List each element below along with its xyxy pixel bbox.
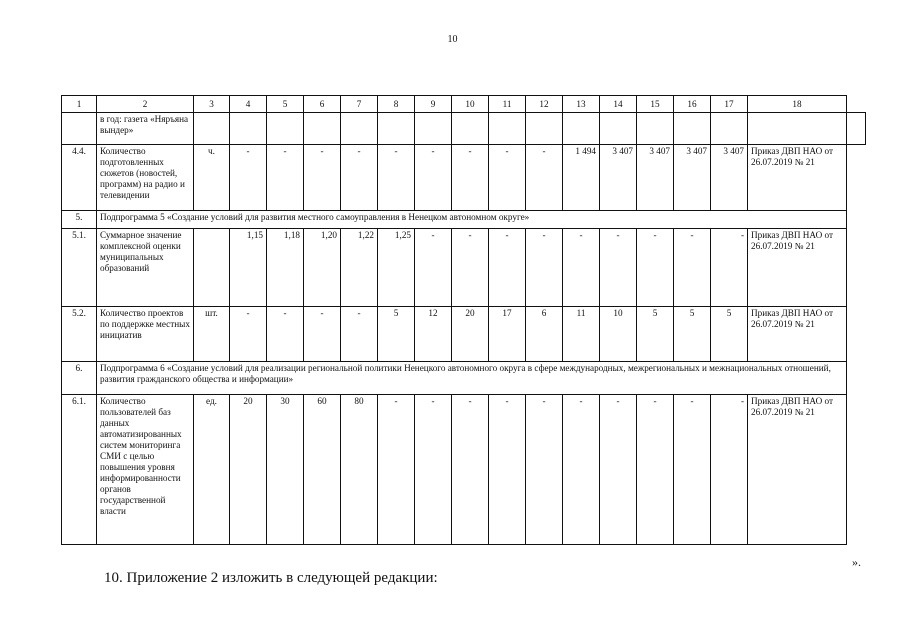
value-cell: 17 bbox=[489, 307, 526, 362]
section-number-cell: 5. bbox=[62, 211, 97, 229]
page-number: 10 bbox=[447, 34, 458, 45]
value-cell: - bbox=[674, 229, 711, 307]
value-cell: - bbox=[711, 395, 748, 545]
value-cell bbox=[563, 113, 600, 145]
closing-quote-mark: ». bbox=[852, 555, 861, 569]
header-cell: 17 bbox=[711, 96, 748, 113]
unit-cell: шт. bbox=[194, 307, 230, 362]
value-cell bbox=[526, 113, 563, 145]
source-cell bbox=[847, 113, 866, 145]
table-row bbox=[62, 229, 866, 307]
value-cell: - bbox=[711, 229, 748, 307]
value-cell: 30 bbox=[267, 395, 304, 545]
header-cell: 9 bbox=[415, 96, 452, 113]
value-cell: - bbox=[267, 307, 304, 362]
source-cell: Приказ ДВП НАО от 26.07.2019 № 21 bbox=[748, 145, 847, 211]
value-cell bbox=[600, 113, 637, 145]
indicator-cell: в год: газета «Няръяна вындер» bbox=[97, 113, 194, 145]
value-cell: - bbox=[600, 395, 637, 545]
value-cell: 5 bbox=[378, 307, 415, 362]
value-cell: - bbox=[489, 145, 526, 211]
header-cell: 4 bbox=[230, 96, 267, 113]
value-cell: 3 407 bbox=[711, 145, 748, 211]
value-cell: - bbox=[452, 395, 489, 545]
header-cell: 2 bbox=[97, 96, 194, 113]
value-cell: 1,20 bbox=[304, 229, 341, 307]
header-cell: 5 bbox=[267, 96, 304, 113]
value-cell: - bbox=[637, 229, 674, 307]
unit-cell bbox=[194, 113, 230, 145]
value-cell bbox=[637, 113, 674, 145]
value-cell bbox=[415, 113, 452, 145]
unit-cell bbox=[194, 229, 230, 307]
value-cell: 1,25 bbox=[378, 229, 415, 307]
value-cell: 20 bbox=[230, 395, 267, 545]
header-cell: 10 bbox=[452, 96, 489, 113]
value-cell: - bbox=[452, 145, 489, 211]
value-cell: - bbox=[526, 145, 563, 211]
value-cell: 3 407 bbox=[637, 145, 674, 211]
value-cell: 5 bbox=[637, 307, 674, 362]
value-cell: - bbox=[563, 395, 600, 545]
value-cell: - bbox=[304, 145, 341, 211]
source-cell: Приказ ДВП НАО от 26.07.2019 № 21 bbox=[748, 229, 847, 307]
value-cell bbox=[748, 113, 847, 145]
value-cell: 80 bbox=[341, 395, 378, 545]
indicator-cell: Количество пользователей баз данных автоматизированных систем мониторинга СМИ с целью повышения уровня информированности органов государственной власти bbox=[97, 395, 194, 545]
value-cell: 3 407 bbox=[674, 145, 711, 211]
value-cell: 3 407 bbox=[600, 145, 637, 211]
table-row bbox=[62, 145, 866, 211]
value-cell: - bbox=[415, 229, 452, 307]
value-cell bbox=[489, 113, 526, 145]
section-row bbox=[62, 362, 866, 395]
table-row bbox=[62, 113, 866, 145]
value-cell: - bbox=[526, 395, 563, 545]
section-row bbox=[62, 211, 866, 229]
value-cell: - bbox=[230, 307, 267, 362]
header-cell: 13 bbox=[563, 96, 600, 113]
unit-cell: ед. bbox=[194, 395, 230, 545]
value-cell: - bbox=[452, 229, 489, 307]
indicator-cell: Суммарное значение комплексной оценки муниципальных образований bbox=[97, 229, 194, 307]
row-number-cell: 5.1. bbox=[62, 229, 97, 307]
value-cell bbox=[378, 113, 415, 145]
value-cell bbox=[711, 113, 748, 145]
value-cell: - bbox=[489, 229, 526, 307]
value-cell: 12 bbox=[415, 307, 452, 362]
value-cell: - bbox=[304, 307, 341, 362]
row-number-cell: 4.4. bbox=[62, 145, 97, 211]
value-cell: 20 bbox=[452, 307, 489, 362]
row-number-cell bbox=[62, 113, 97, 145]
header-cell: 3 bbox=[194, 96, 230, 113]
value-cell: - bbox=[674, 395, 711, 545]
section-title-cell: Подпрограмма 5 «Создание условий для развития местного самоуправления в Ненецком автономном округе» bbox=[97, 211, 847, 229]
value-cell: 6 bbox=[526, 307, 563, 362]
header-cell: 12 bbox=[526, 96, 563, 113]
row-number-cell: 6.1. bbox=[62, 395, 97, 545]
value-cell: 1,22 bbox=[341, 229, 378, 307]
value-cell: - bbox=[415, 395, 452, 545]
table-row bbox=[62, 395, 866, 545]
value-cell: 1,15 bbox=[230, 229, 267, 307]
value-cell: - bbox=[563, 229, 600, 307]
value-cell: - bbox=[637, 395, 674, 545]
value-cell: - bbox=[415, 145, 452, 211]
value-cell: - bbox=[267, 145, 304, 211]
header-cell: 7 bbox=[341, 96, 378, 113]
value-cell: - bbox=[378, 145, 415, 211]
value-cell: - bbox=[341, 145, 378, 211]
section-title-cell: Подпрограмма 6 «Создание условий для реализации региональной политики Ненецкого автономного округа в сфере международных, межрегиональных и межнациональных отношений, развития гражданского общества и информации» bbox=[97, 362, 847, 395]
indicators-table bbox=[61, 95, 866, 545]
header-cell: 16 bbox=[674, 96, 711, 113]
unit-cell: ч. bbox=[194, 145, 230, 211]
header-cell: 14 bbox=[600, 96, 637, 113]
value-cell: - bbox=[341, 307, 378, 362]
indicator-cell: Количество подготовленных сюжетов (новостей, программ) на радио и телевидении bbox=[97, 145, 194, 211]
source-cell: Приказ ДВП НАО от 26.07.2019 № 21 bbox=[748, 395, 847, 545]
value-cell: - bbox=[489, 395, 526, 545]
header-cell: 18 bbox=[748, 96, 847, 113]
value-cell: 1 494 bbox=[563, 145, 600, 211]
value-cell: - bbox=[600, 229, 637, 307]
value-cell bbox=[267, 113, 304, 145]
value-cell bbox=[452, 113, 489, 145]
value-cell: 10 bbox=[600, 307, 637, 362]
source-cell: Приказ ДВП НАО от 26.07.2019 № 21 bbox=[748, 307, 847, 362]
header-cell: 8 bbox=[378, 96, 415, 113]
value-cell: 60 bbox=[304, 395, 341, 545]
value-cell bbox=[674, 113, 711, 145]
table-row bbox=[62, 307, 866, 362]
header-cell: 1 bbox=[62, 96, 97, 113]
value-cell bbox=[341, 113, 378, 145]
value-cell: 1,18 bbox=[267, 229, 304, 307]
amendment-instruction: 10. Приложение 2 изложить в следующей редакции: bbox=[104, 570, 438, 586]
row-number-cell: 5.2. bbox=[62, 307, 97, 362]
value-cell: - bbox=[230, 145, 267, 211]
value-cell: 11 bbox=[563, 307, 600, 362]
header-cell: 6 bbox=[304, 96, 341, 113]
header-cell: 15 bbox=[637, 96, 674, 113]
indicator-cell: Количество проектов по поддержке местных инициатив bbox=[97, 307, 194, 362]
header-cell: 11 bbox=[489, 96, 526, 113]
value-cell bbox=[230, 113, 267, 145]
section-number-cell: 6. bbox=[62, 362, 97, 395]
value-cell bbox=[304, 113, 341, 145]
value-cell: - bbox=[526, 229, 563, 307]
value-cell: 5 bbox=[674, 307, 711, 362]
value-cell: - bbox=[378, 395, 415, 545]
header-row bbox=[62, 96, 866, 113]
value-cell: 5 bbox=[711, 307, 748, 362]
